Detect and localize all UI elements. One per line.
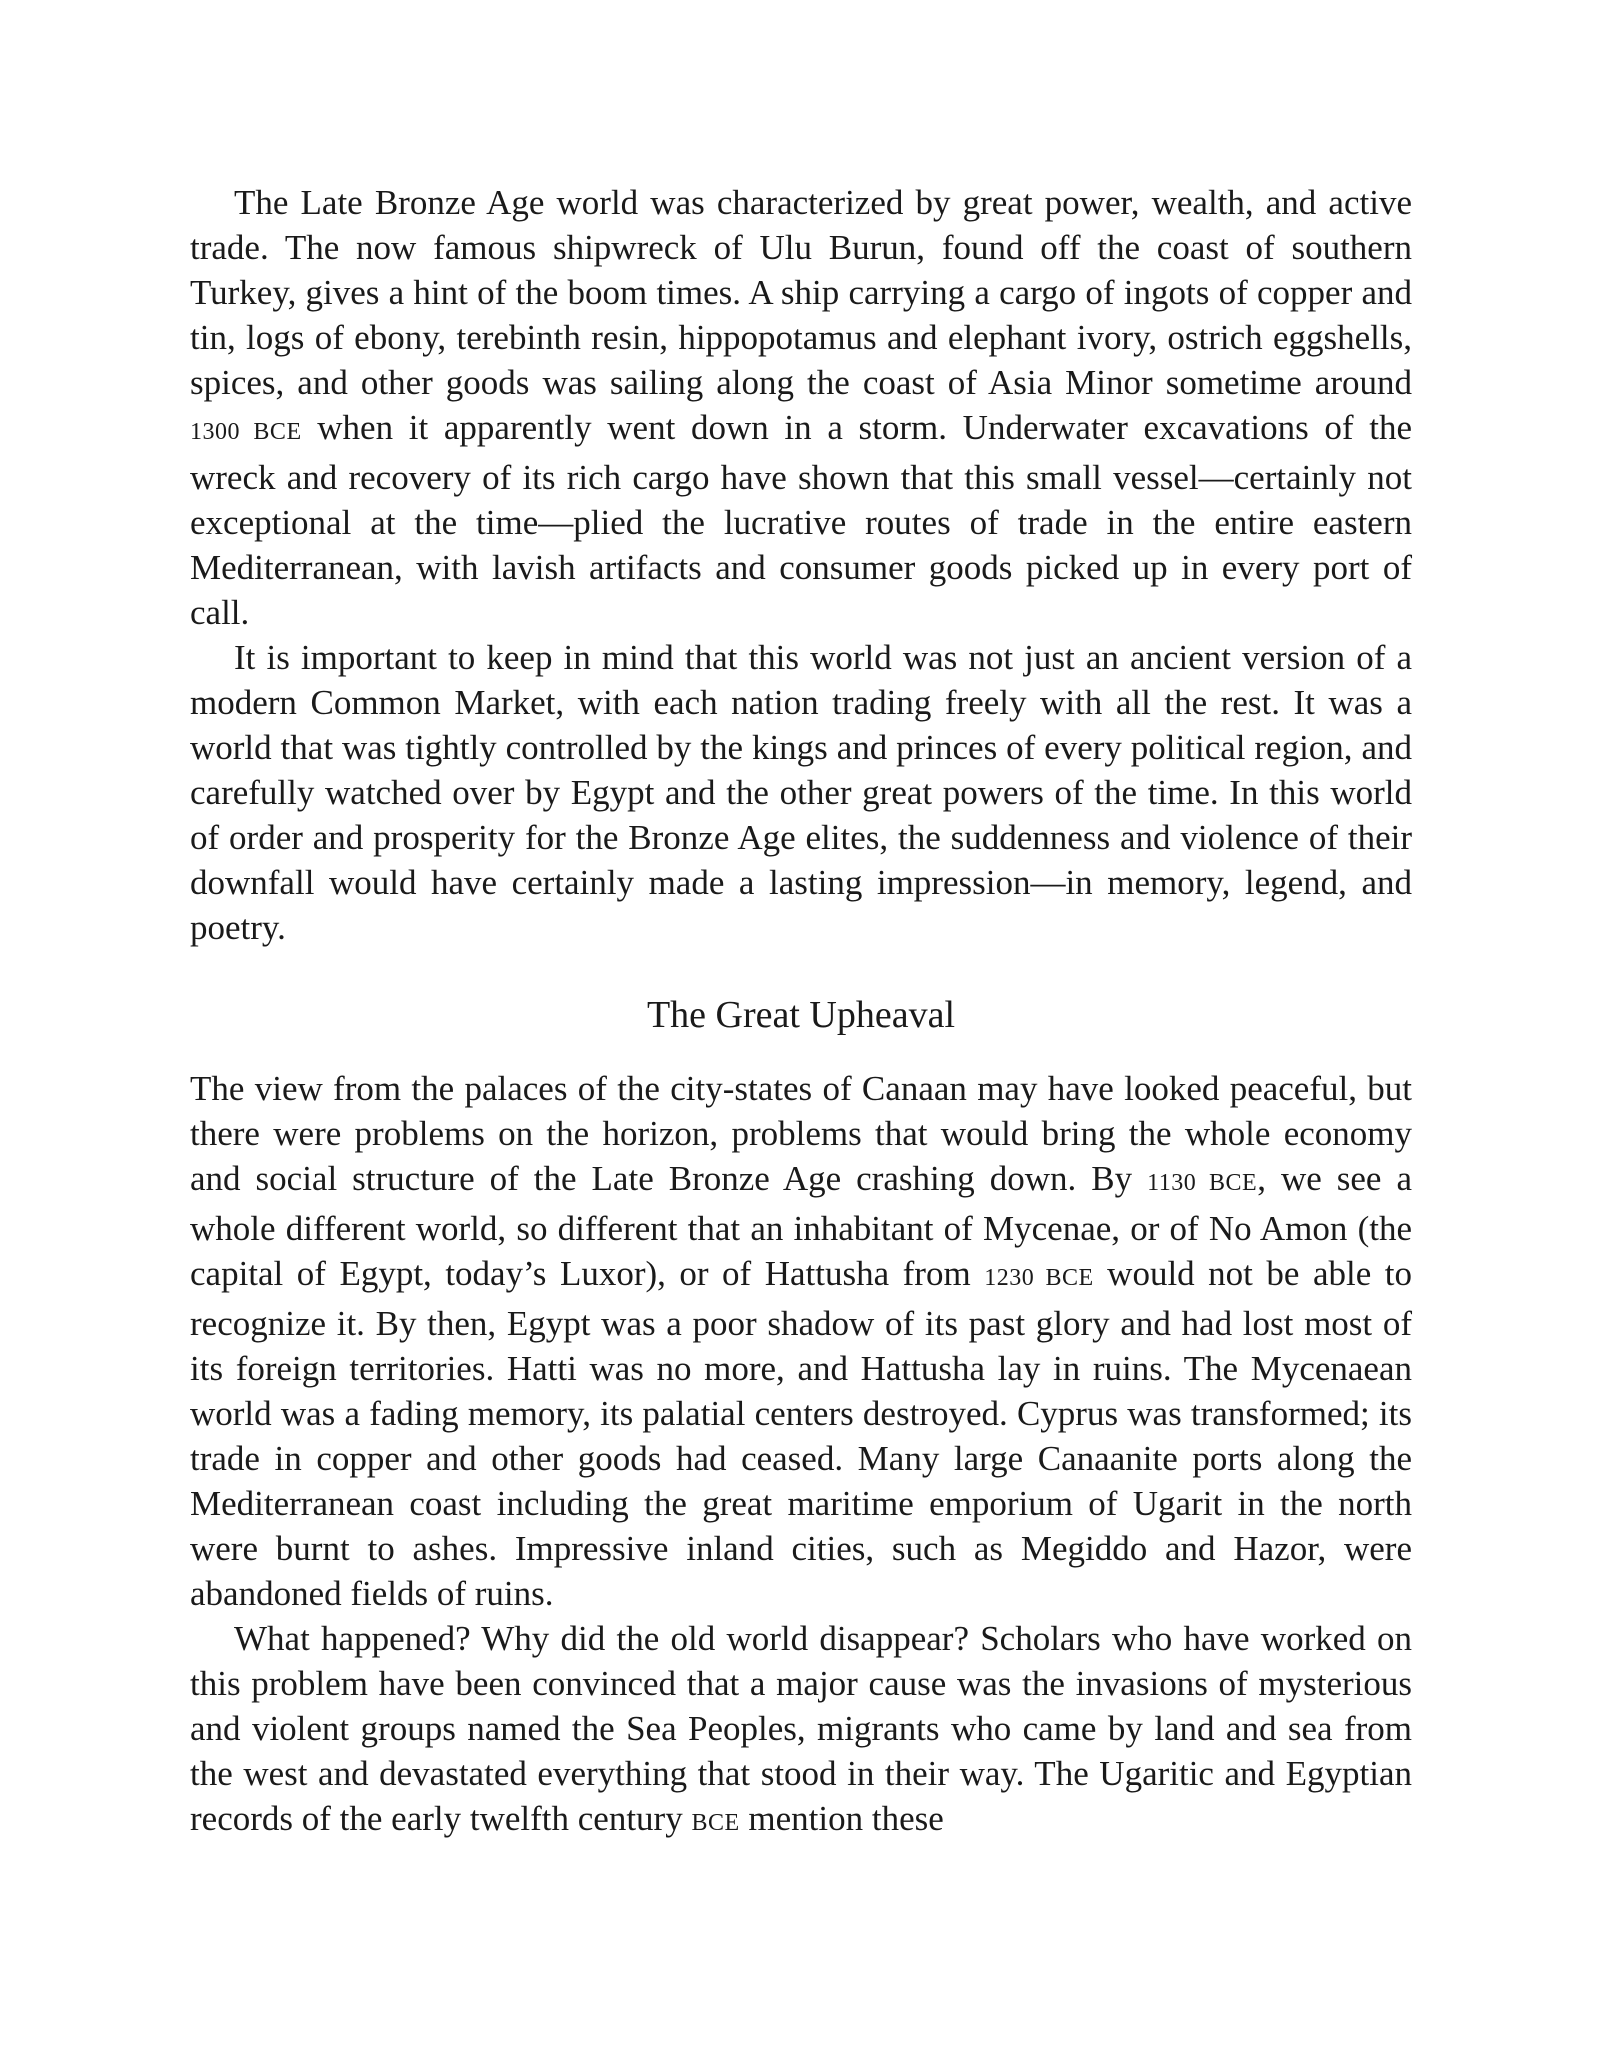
paragraph-common-market: It is important to keep in mind that this world was not just an ancient version of a modern Common Market, with each nation trading freely with all the rest. It was a world that was tightly controlled by the kings and princes of every political region, and carefully watched over by Egypt and the other great powers of the time. In this world of order and prosperity for the Bronze Age elites, the suddenness and violence of their downfall would have certainly made a lasting impression—in memory, legend, and poetry. (190, 638, 1412, 947)
paragraph-view-from-palaces (190, 1066, 1412, 1616)
date-small-caps: 1300 BCE (190, 419, 302, 445)
text-run: What happened? Why did the old world disappear? Scholars who have worked on this problem have been convinced that a major cause was the invasions of mysterious and violent groups named the Sea Peoples, migrants who came by land and sea from the west and devastated everything that stood in their way. The Ugaritic and Egyptian records of the early twelfth century (190, 1619, 1412, 1838)
date-small-caps: 1130 BCE (1147, 1170, 1258, 1196)
paragraph-ulu-burun (190, 180, 1412, 635)
text-run: mention these (739, 1799, 944, 1838)
book-page (190, 180, 1412, 1846)
text-run: when it apparently went down in a storm. Underwater excavations of the wreck and recovery of its rich cargo have shown that this small vessel—certainly not exceptional at the time—plied the lucrative routes of trade in the entire eastern Mediterranean, with lavish artifacts and consumer goods picked up in every port of call. (190, 408, 1412, 632)
text-run: The Late Bronze Age world was characterized by great power, wealth, and active trade. The now famous shipwreck of Ulu Burun, found off the coast of southern Turkey, gives a hint of the boom times. A ship carrying a cargo of ingots of copper and tin, logs of ebony, terebinth resin, hippopotamus and elephant ivory, ostrich eggshells, spices, and other goods was sailing along the coast of Asia Minor sometime around (190, 183, 1412, 402)
section-heading: The Great Upheaval (646, 994, 956, 1036)
text-run: would not be able to recognize it. By then, Egypt was a poor shadow of its past glory and had lost most of its foreign territories. Hatti was no more, and Hattusha lay in ruins. The Mycenaean world was a fading memory, its palatial centers destroyed. Cyprus was transformed; its trade in copper and other goods had ceased. Many large Canaanite ports along the Mediterranean coast including the great maritime emporium of Ugarit in the north were burnt to ashes. Impressive inland cities, such as Megiddo and Hazor, were abandoned fields of ruins. (190, 1254, 1412, 1613)
text-run: The view from the palaces of the city-states of Canaan may have looked peaceful, but there were problems on the horizon, problems that would bring the whole economy and social structure of the Late Bronze Age crashing down. By (190, 1069, 1412, 1198)
era-small-caps: BCE (691, 1810, 740, 1836)
text-run: , we see a whole different world, so different that an inhabitant of Mycenae, or of No Amon (the capital of Egypt, today’s Luxor), or of Hattusha from (190, 1159, 1412, 1293)
paragraph-what-happened (190, 1616, 1412, 1846)
date-small-caps: 1230 BCE (984, 1265, 1094, 1291)
